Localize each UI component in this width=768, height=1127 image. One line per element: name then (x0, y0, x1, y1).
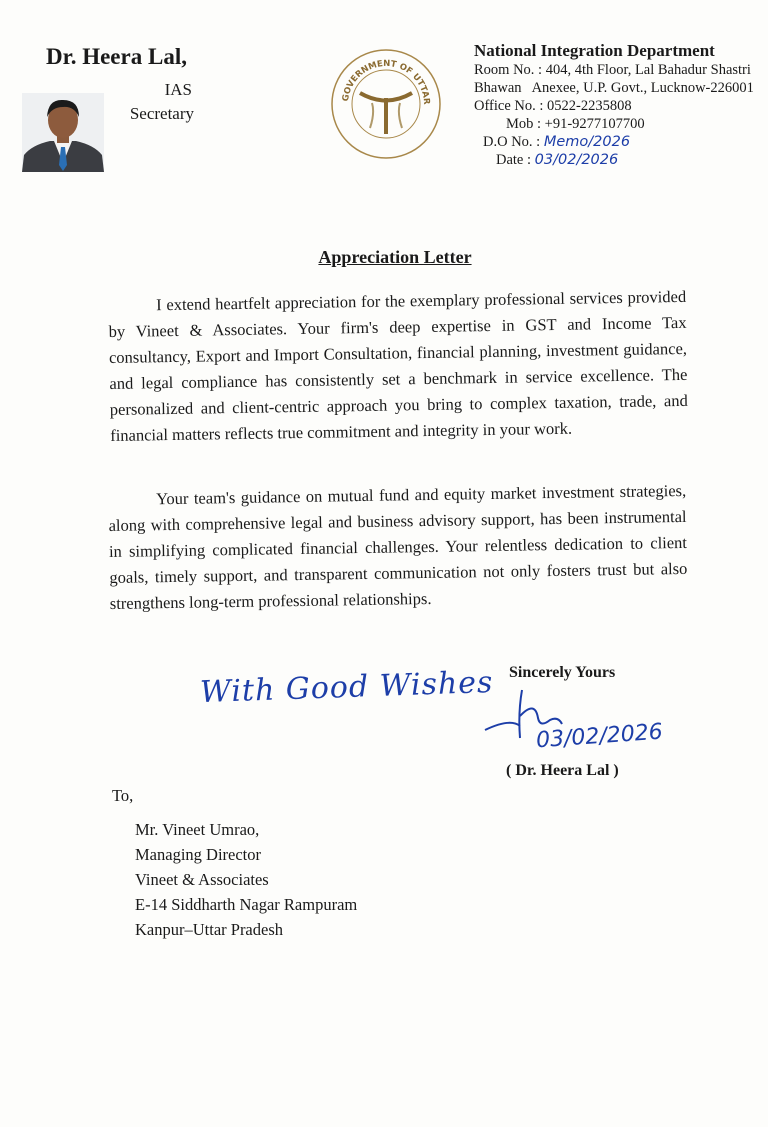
sender-name: Dr. Heera Lal, (46, 44, 187, 69)
handwritten-note: With Good Wishes (199, 664, 494, 711)
do-number: Memo/2026 (543, 134, 631, 150)
letter-date: 03/02/2026 (534, 152, 619, 168)
recipient-address (135, 817, 357, 942)
sender-designation: Secretary (129, 104, 194, 123)
address-line-1: Room No. : 404, 4th Floor, Lal Bahadur Shastri (474, 62, 751, 78)
office-number: Office No. : 0522-2235808 (474, 98, 632, 114)
signatory-name: ( Dr. Heera Lal ) (506, 762, 619, 779)
do-label: D.O No. : (483, 134, 541, 150)
mobile-number: Mob : +91-9277107700 (506, 116, 645, 132)
department-title: National Integration Department (474, 41, 715, 60)
recipient-salutation: To, (112, 786, 134, 805)
recipient-name: Mr. Vineet Umrao, (135, 820, 260, 839)
address-line-2: Bhawan Anexee, U.P. Govt., Lucknow-226001 (474, 80, 754, 96)
paragraph-text: Your team's guidance on mutual fund and equity market investment strategies, along with comprehensive legal and business advisory support, has been instrumental in simplifying complicated financial challenges. Your relentless dedication to client goals, timely support, and transparent communication not only fosters trust but also strengthens long-term professional relationships. (108, 480, 688, 613)
closing: Sincerely Yours (509, 664, 616, 681)
recipient-title: Managing Director (135, 845, 261, 864)
sender-photo (22, 93, 104, 172)
letter-title: Appreciation Letter (318, 247, 472, 267)
svg-text:GOVERNMENT OF UTTAR PRADESH: GOVERNMENT OF UTTAR (340, 58, 432, 105)
recipient-street: E-14 Siddharth Nagar Rampuram (135, 895, 358, 914)
department-header (474, 42, 754, 169)
sender-service: IAS (164, 80, 192, 99)
date-label: Date : (496, 152, 532, 168)
recipient-firm: Vineet & Associates (135, 870, 269, 889)
body-paragraph-2 (108, 478, 688, 617)
recipient-city: Kanpur–Uttar Pradesh (135, 920, 284, 939)
signature-date: 03/02/2026 (535, 719, 664, 754)
government-seal (330, 48, 442, 160)
body-paragraph-1 (108, 284, 688, 449)
paragraph-text: I extend heartfelt appreciation for the exemplary professional services provided by Vineet & Associates. Your firm's deep expertise in GST and Income Tax consultancy, Export and Import Consultation, financial planning, investment guidance, and legal compliance has consistently set a benchmark in service excellence. The personalized and client-centric approach you bring to complex taxation, trade, and financial matters reflects true commitment and integrity in your work. (108, 286, 688, 445)
